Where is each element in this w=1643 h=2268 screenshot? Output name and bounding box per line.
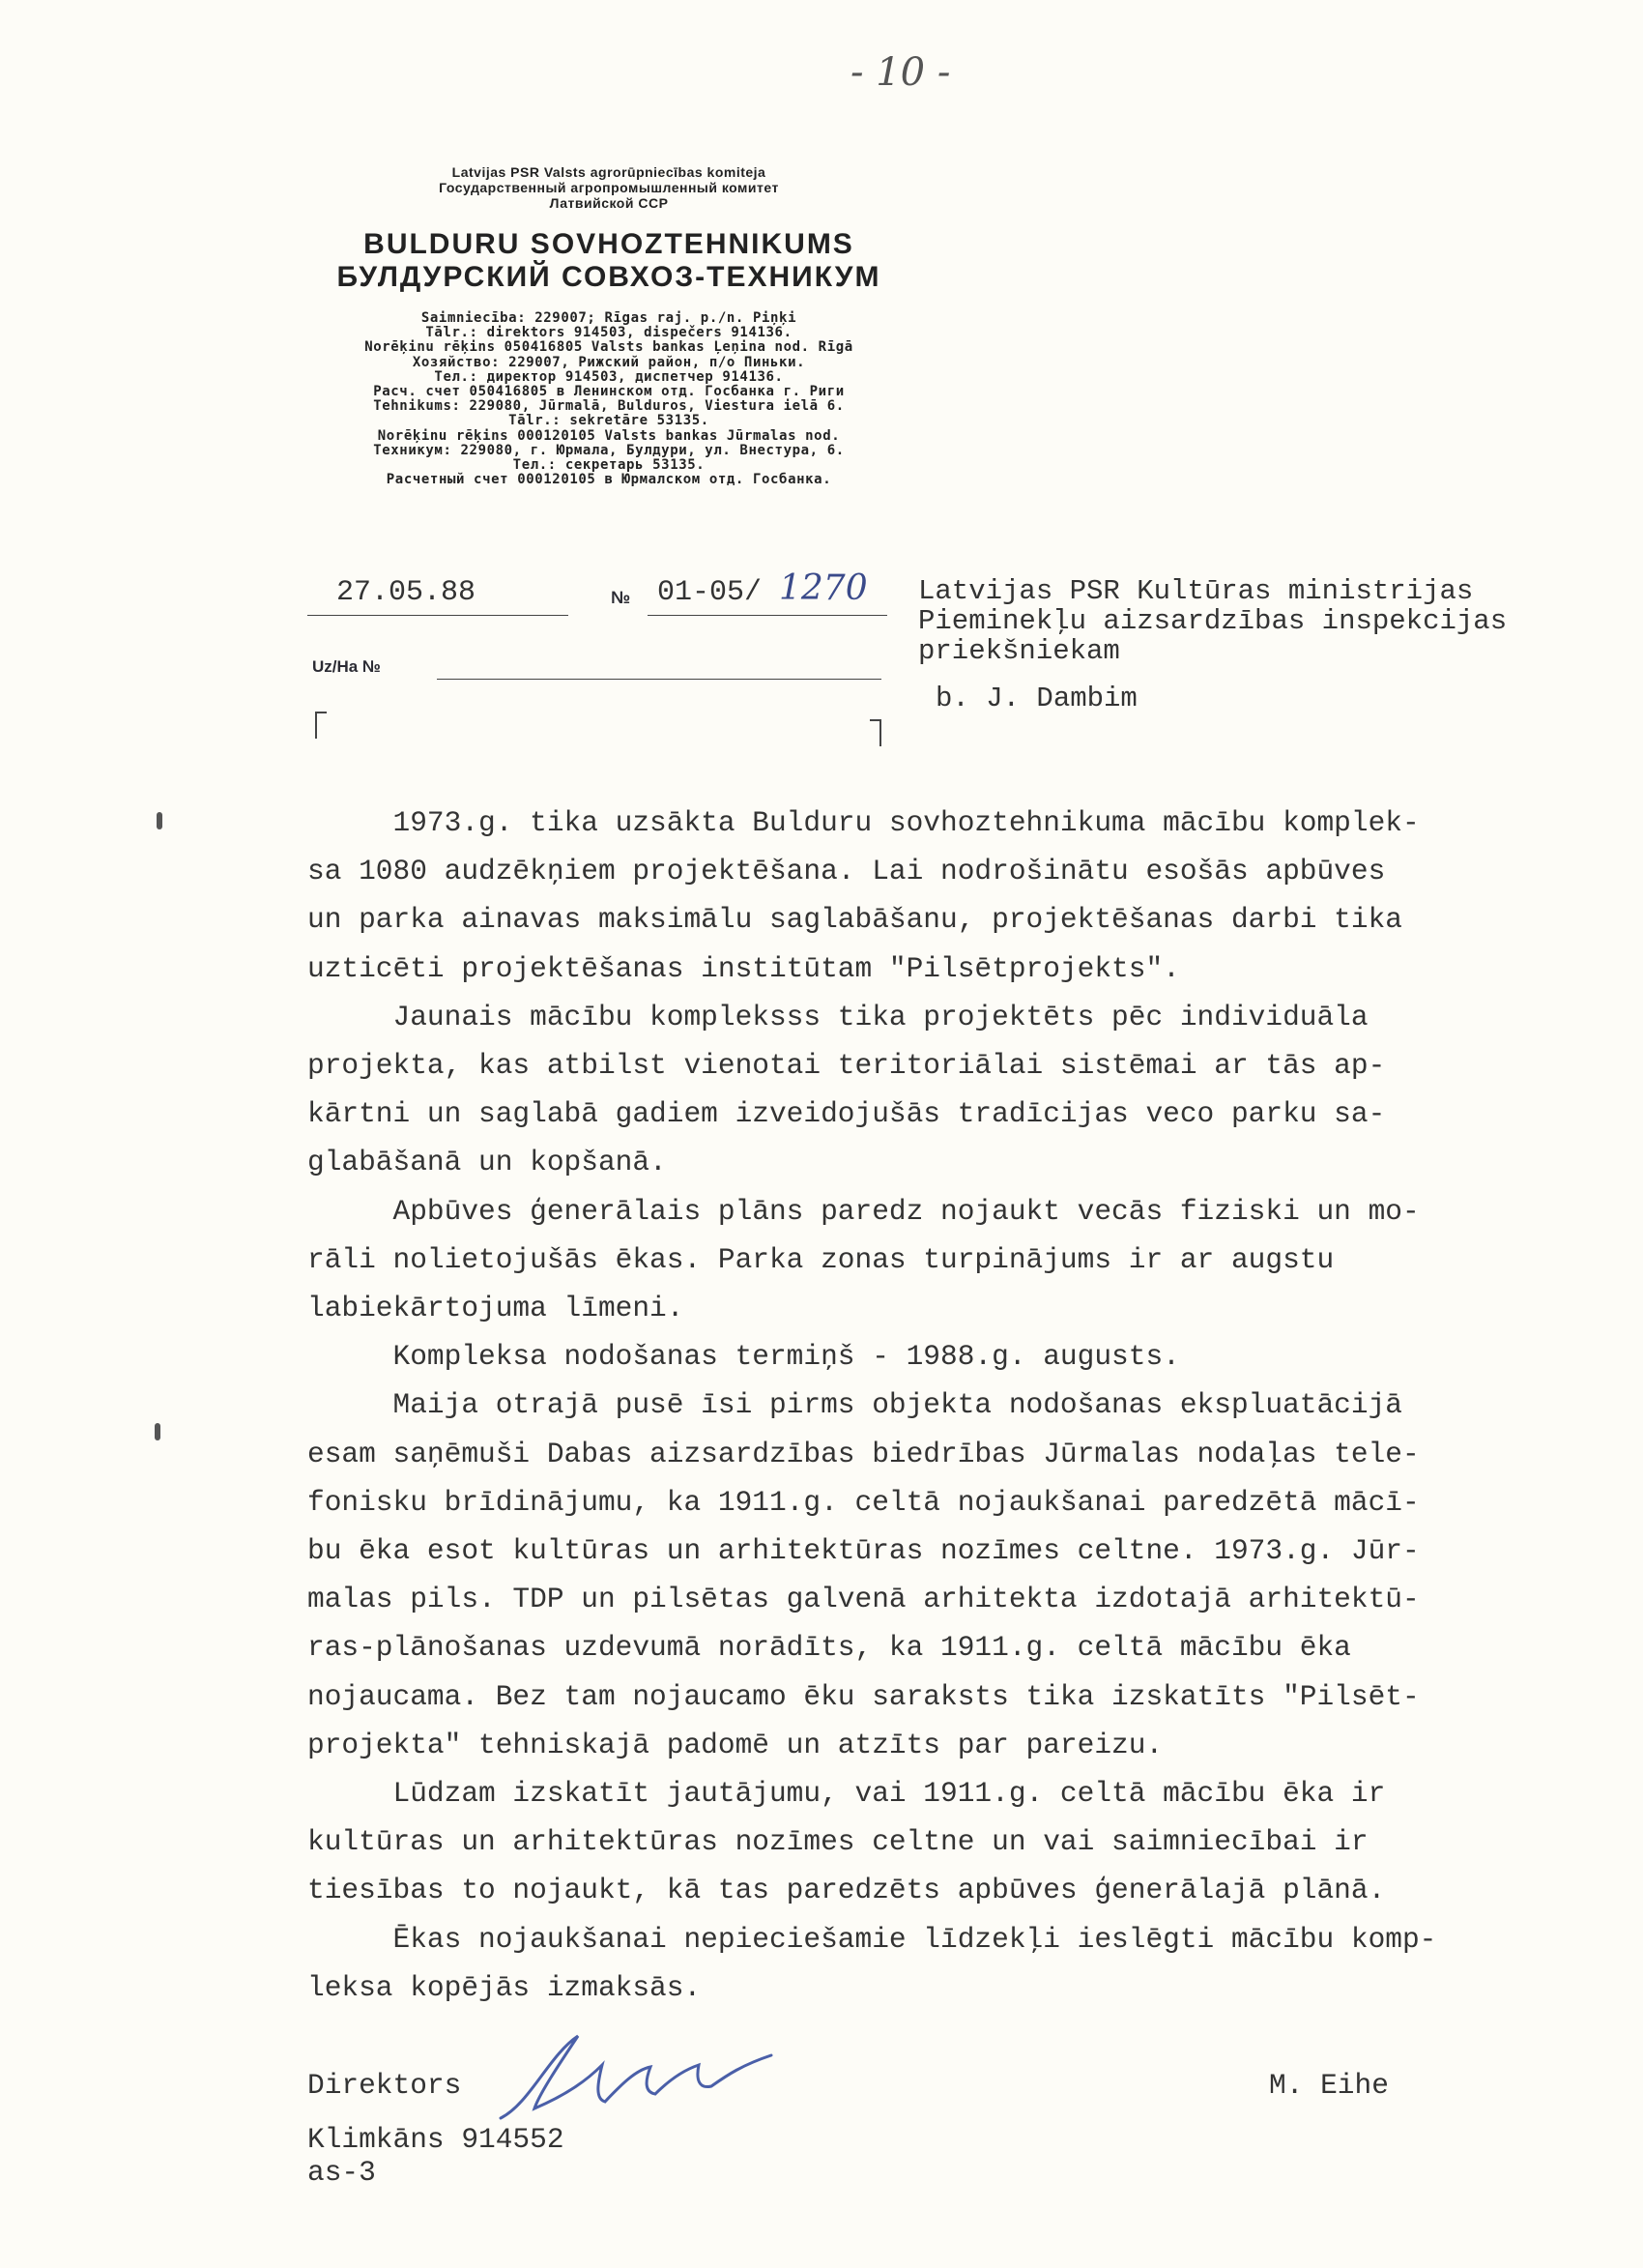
body-line: labiekārtojuma līmeni.: [307, 1292, 684, 1325]
contact-line: Tehnikums: 229080, Jūrmalā, Bulduros, Viestura ielā 6.: [373, 398, 845, 415]
body-line: glabāšanā un kopšanā.: [307, 1146, 667, 1179]
body-line: tiesības to nojaukt, kā tas paredzēts apbūves ģenerālajā plānā.: [307, 1874, 1386, 1907]
body-line: bu ēka esot kultūras un arhitektūras nozīmes celtne. 1973.g. Jūr-: [307, 1534, 1420, 1568]
body-line: 1973.g. tika uzsākta Bulduru sovhoztehnikuma mācību komplek-: [307, 806, 1420, 839]
letter-number: 01-05/: [657, 576, 763, 609]
punch-hole-mark: [157, 812, 162, 829]
body-line: Kompleksa nodošanas termiņš - 1988.g. augusts.: [307, 1340, 1180, 1374]
body-line: Lūdzam izskatīt jautājumu, vai 1911.g. celtā mācību ēka ir: [307, 1777, 1386, 1811]
addressee: [918, 576, 1507, 713]
body-line: un parka ainavas maksimālu saglabāšanu, projektēšanas darbi tika: [307, 903, 1402, 937]
letterhead-org-lv: Latvijas PSR Valsts agrorūpniecības komiteja: [451, 164, 766, 180]
contact-line: Техникум: 229080, г. Юрмала, Булдури, ул. Внестура, 6.: [373, 442, 845, 458]
signature-block: [307, 2055, 1622, 2249]
contact-line: Тел.: секретарь 53135.: [512, 457, 706, 474]
signatory-name: M. Eihe: [1269, 2069, 1389, 2102]
contact-line: Тел.: директор 914503, диспетчер 914136.: [434, 368, 784, 385]
letterhead-name-lv: BULDURU SOVHOZTEHNIKUMS: [363, 228, 854, 260]
letterhead-org-ru: Государственный агропромышленный комитет: [439, 180, 779, 195]
contact-line: Norēķinu rēķins 050416805 Valsts bankas Ļeņina nod. Rīgā: [364, 339, 853, 356]
handwritten-signature: [491, 2026, 781, 2133]
contact-line: Расчетный счет 000120105 в Юрмалском отд. Госбанка.: [386, 472, 832, 488]
letterhead-name-ru: БУЛДУРСКИЙ СОВХОЗ-ТЕХНИКУМ: [336, 261, 881, 293]
number-underline: [648, 615, 887, 616]
body-line: projekta" tehniskajā padomē un atzīts par pareizu.: [307, 1728, 1164, 1761]
page-number: - 10 -: [850, 50, 951, 95]
letter-body: [307, 799, 1622, 2012]
address-corner-left: [315, 712, 327, 739]
reply-to-label: Uz/Ha №: [312, 657, 381, 676]
body-line: uzticēti projektēšanas institūtam "Pilsētprojekts".: [307, 951, 1180, 985]
punch-hole-mark: [155, 1423, 160, 1440]
reply-to-underline: [437, 679, 881, 680]
body-line: Ēkas nojaukšanai nepieciešamie līdzekļi ieslēgti mācību komp-: [307, 1922, 1437, 1956]
body-line: sa 1080 audzēkņiem projektēšana. Lai nodrošinātu esošās apbūves: [307, 855, 1386, 888]
body-line: malas pils. TDP un pilsētas galvenā arhitekta izdotajā arhitektū-: [307, 1583, 1420, 1616]
contact-line: Tālr.: direktors 914503, dispečers 914136.: [425, 325, 793, 341]
letterhead: [309, 164, 908, 487]
contact-line: Norēķinu rēķins 000120105 Valsts bankas Jūrmalas nod.: [377, 427, 841, 444]
executor-line: Klimkāns 914552: [307, 2123, 564, 2156]
body-line: Apbūves ģenerālais plāns paredz nojaukt vecās fiziski un mo-: [307, 1194, 1420, 1228]
contact-line: Saimniecība: 229007; Rīgas raj. p./n. Piņķi: [420, 310, 797, 326]
addressee-name: b. J. Dambim: [936, 683, 1138, 714]
letter-date: 27.05.88: [336, 576, 476, 609]
body-line: Jaunais mācību kompleksss tika projektēts pēc individuāla: [307, 1000, 1369, 1033]
addressee-line: Pieminekļu aizsardzības inspekcijas: [918, 605, 1508, 637]
body-line: kultūras un arhitektūras nozīmes celtne un vai saimniecībai ir: [307, 1825, 1369, 1859]
letterhead-org-ru-ssr: Латвийской ССР: [549, 195, 669, 211]
body-line: nojaucama. Bez tam nojaucamo ēku saraksts tika izskatīts "Pilsēt-: [307, 1679, 1420, 1713]
body-line: projekta, kas atbilst vienotai teritoriālai sistēmai ar tās ap-: [307, 1049, 1386, 1083]
copies-line: as-3: [307, 2156, 376, 2189]
handwritten-number: 1270: [779, 568, 868, 608]
body-line: ras-plānošanas uzdevumā norādīts, ka 1911.g. celtā mācību ēka: [307, 1631, 1351, 1665]
address-corner-right: [870, 719, 881, 746]
body-line: fonisku brīdinājumu, ka 1911.g. celtā nojaukšanai paredzētā mācī-: [307, 1485, 1420, 1519]
body-line: esam saņēmuši Dabas aizsardzības biedrības Jūrmalas nodaļas tele-: [307, 1437, 1420, 1470]
contact-line: Расч. счет 050416805 в Ленинском отд. Госбанка г. Риги: [373, 384, 845, 400]
body-line: rāli nolietojušās ēkas. Parka zonas turpinājums ir ar augstu: [307, 1242, 1335, 1276]
contact-line: Tālr.: sekretāre 53135.: [508, 413, 709, 429]
number-sign: №: [611, 588, 631, 607]
reference-block: [307, 568, 887, 750]
body-line: kārtni un saglabā gadiem izveidojušās tradīcijas veco parku sa-: [307, 1097, 1386, 1131]
addressee-line: Latvijas PSR Kultūras ministrijas: [918, 575, 1474, 607]
letterhead-contacts: [309, 311, 908, 487]
signatory-title: Direktors: [307, 2069, 462, 2102]
body-line: leksa kopējās izmaksās.: [307, 1970, 702, 2004]
date-underline: [307, 615, 568, 616]
addressee-line: priekšniekam: [918, 635, 1120, 667]
contact-line: Хозяйство: 229007, Рижский район, п/о Пиньки.: [412, 354, 806, 370]
body-line: Maija otrajā pusē īsi pirms objekta nodošanas ekspluatācijā: [307, 1388, 1402, 1422]
